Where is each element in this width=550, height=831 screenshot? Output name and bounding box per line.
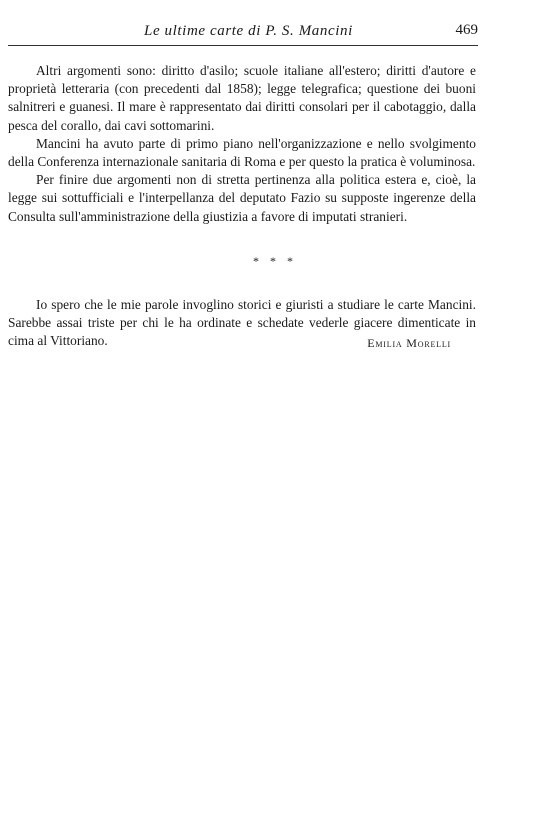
paragraph-arguments: Altri argomenti sono: diritto d'asilo; scuole italiane all'estero; diritti d'autore e proprietà letteraria (con precedenti dal 1858); legge telegrafica; questione dei buoni salnitreri e guanesi. Il mare è rappresentato dai diritti consolari per il cabotaggio, dalla pesca del corallo, dai cavi sottomarini. [8, 63, 476, 133]
closing-paragraph: Io spero che le mie parole invoglino storici e giuristi a studiare le carte Mancini. Sarebbe assai triste per chi le ha ordinate e schedate vederle giacere dimenticate in cima al Vittoriano. [8, 297, 476, 349]
paragraph-final-arguments: Per finire due argomenti non di stretta pertinenza alla politica estera e, cioè, la legge sui sottufficiali e l'interpellanza del deputato Fazio su supposte ingerenze della Consulta sull'amministrazione della giustizia a favore di imputati stranieri. [8, 172, 476, 224]
page-header [8, 22, 478, 44]
author-signature: Emilia Morelli [367, 336, 451, 350]
section-asterism: * * * [253, 254, 297, 268]
body-text [8, 62, 476, 226]
header-rule [8, 45, 478, 46]
paragraph-conference: Mancini ha avuto parte di primo piano nell'organizzazione e nello svolgimento della Conferenza internazionale sanitaria di Roma e per questo la pratica è voluminosa. [8, 135, 476, 170]
page-number: 469 [455, 22, 478, 38]
running-title: Le ultime carte di P. S. Mancini [144, 23, 353, 39]
